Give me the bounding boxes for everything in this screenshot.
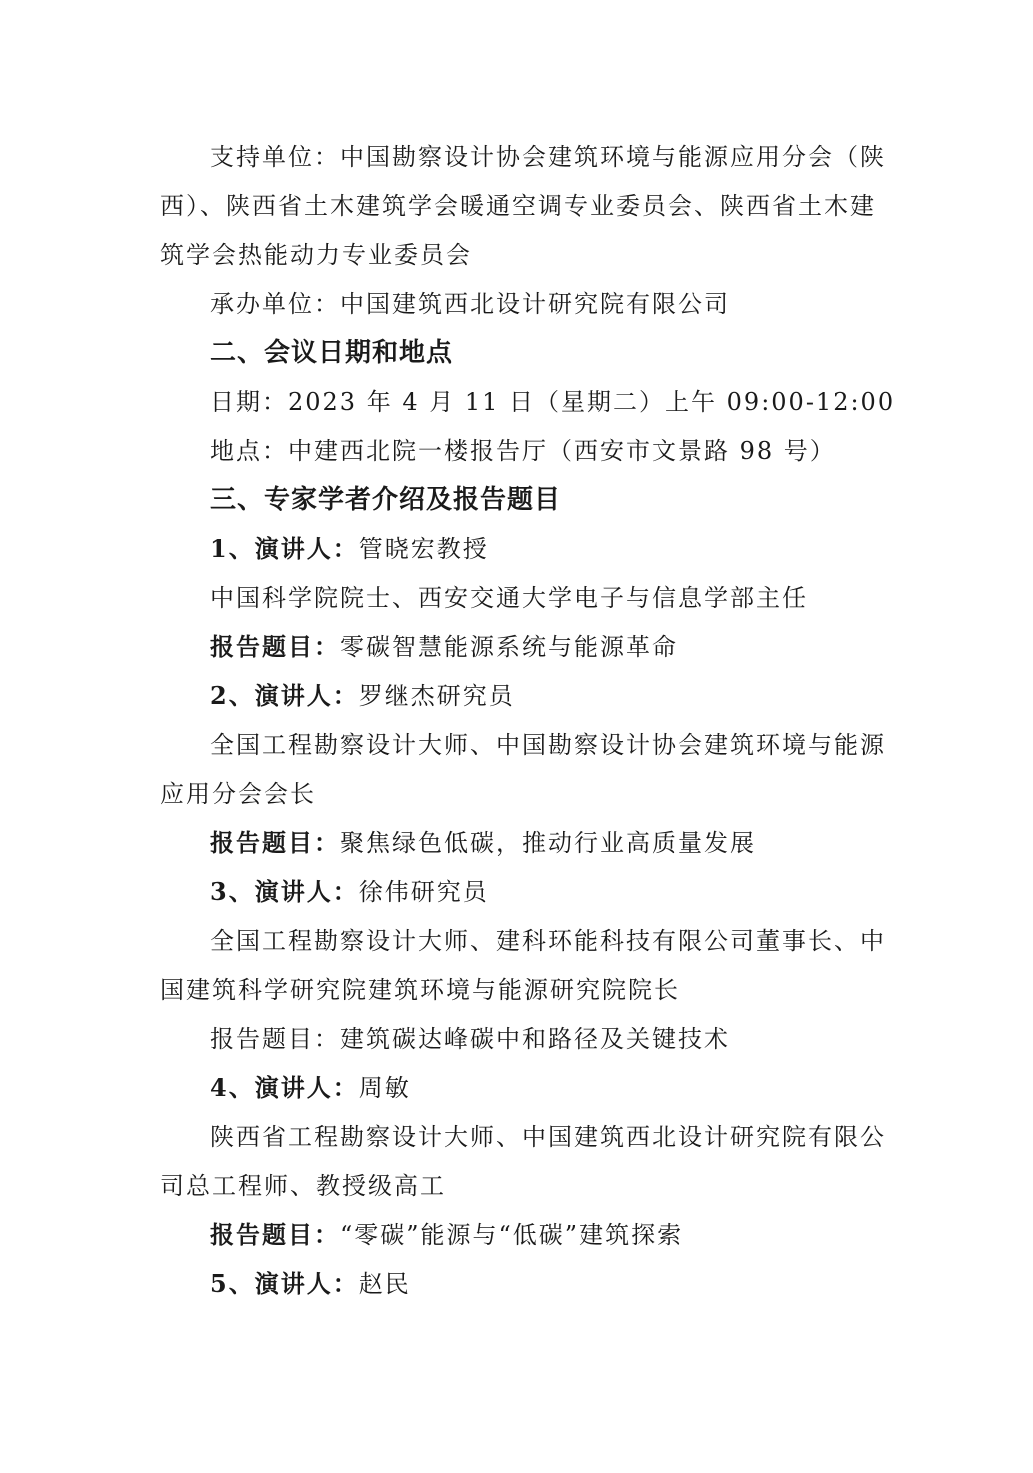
speaker-4-topic: “零碳”能源与“低碳”建筑探索 <box>340 1221 684 1249</box>
date-line <box>210 385 895 419</box>
speaker-2-topic-label: 报告题目： <box>210 828 340 857</box>
place-value: 中建西北院一楼报告厅（西安市文景路 98 号） <box>288 437 836 465</box>
speaker-2-topic: 聚焦绿色低碳，推动行业高质量发展 <box>340 829 756 857</box>
host-value: 中国建筑西北设计研究院有限公司 <box>340 290 730 318</box>
speaker-3-bio-2: 国建筑科学研究院建筑环境与能源研究院院长 <box>160 976 680 1004</box>
host-label: 承办单位： <box>210 290 340 318</box>
speaker-4-line <box>210 1071 411 1105</box>
speaker-4-topic-line <box>210 1218 683 1252</box>
support-line-3: 筑学会热能动力专业委员会 <box>160 241 472 269</box>
speaker-4-name: 周敏 <box>358 1074 411 1102</box>
place-label: 地点： <box>210 437 288 465</box>
speaker-2-label: 2、演讲人： <box>210 681 359 710</box>
speaker-4-label: 4、演讲人： <box>210 1073 359 1102</box>
speaker-4-bio-1: 陕西省工程勘察设计大师、中国建筑西北设计研究院有限公 <box>210 1123 886 1151</box>
speaker-3-name: 徐伟研究员 <box>358 878 489 906</box>
speaker-1-topic-line <box>210 630 678 664</box>
place-line <box>210 434 836 468</box>
speaker-3-topic-line <box>210 1022 730 1056</box>
speaker-1-label: 1、演讲人： <box>210 534 359 563</box>
speaker-3-topic-label: 报告题目： <box>210 1025 340 1053</box>
speaker-3-line <box>210 875 489 909</box>
speaker-3-bio-1: 全国工程勘察设计大师、建科环能科技有限公司董事长、中 <box>210 927 886 955</box>
support-label: 支持单位： <box>210 143 340 171</box>
speaker-1-topic: 零碳智慧能源系统与能源革命 <box>340 633 678 661</box>
speaker-3-topic: 建筑碳达峰碳中和路径及关键技术 <box>340 1025 730 1053</box>
date-value: 2023 年 4 月 11 日（星期二）上午 09:00-12:00 <box>288 388 896 416</box>
speaker-4-topic-label: 报告题目： <box>210 1220 340 1249</box>
speaker-2-bio-2: 应用分会会长 <box>160 780 316 808</box>
speaker-5-label: 5、演讲人： <box>210 1269 359 1298</box>
date-label: 日期： <box>210 388 288 416</box>
section-3-heading: 三、专家学者介绍及报告题目 <box>210 485 562 515</box>
speaker-1-line <box>210 532 489 566</box>
speaker-2-topic-line <box>210 826 756 860</box>
speaker-2-name: 罗继杰研究员 <box>358 682 515 710</box>
speaker-2-line <box>210 679 515 713</box>
support-line-1 <box>210 140 886 174</box>
speaker-5-name: 赵民 <box>358 1270 411 1298</box>
speaker-1-topic-label: 报告题目： <box>210 632 340 661</box>
speaker-2-bio-1: 全国工程勘察设计大师、中国勘察设计协会建筑环境与能源 <box>210 731 886 759</box>
speaker-4-bio-2: 司总工程师、教授级高工 <box>160 1172 446 1200</box>
support-line-2: 西）、陕西省土木建筑学会暖通空调专业委员会、陕西省土木建 <box>160 192 876 220</box>
speaker-1-bio: 中国科学院院士、西安交通大学电子与信息学部主任 <box>210 584 808 612</box>
host-line <box>210 287 730 321</box>
support-text: 中国勘察设计协会建筑环境与能源应用分会（陕 <box>340 143 886 171</box>
section-2-heading: 二、会议日期和地点 <box>210 338 454 368</box>
speaker-5-line <box>210 1267 411 1301</box>
speaker-3-label: 3、演讲人： <box>210 877 359 906</box>
speaker-1-name: 管晓宏教授 <box>358 535 489 563</box>
